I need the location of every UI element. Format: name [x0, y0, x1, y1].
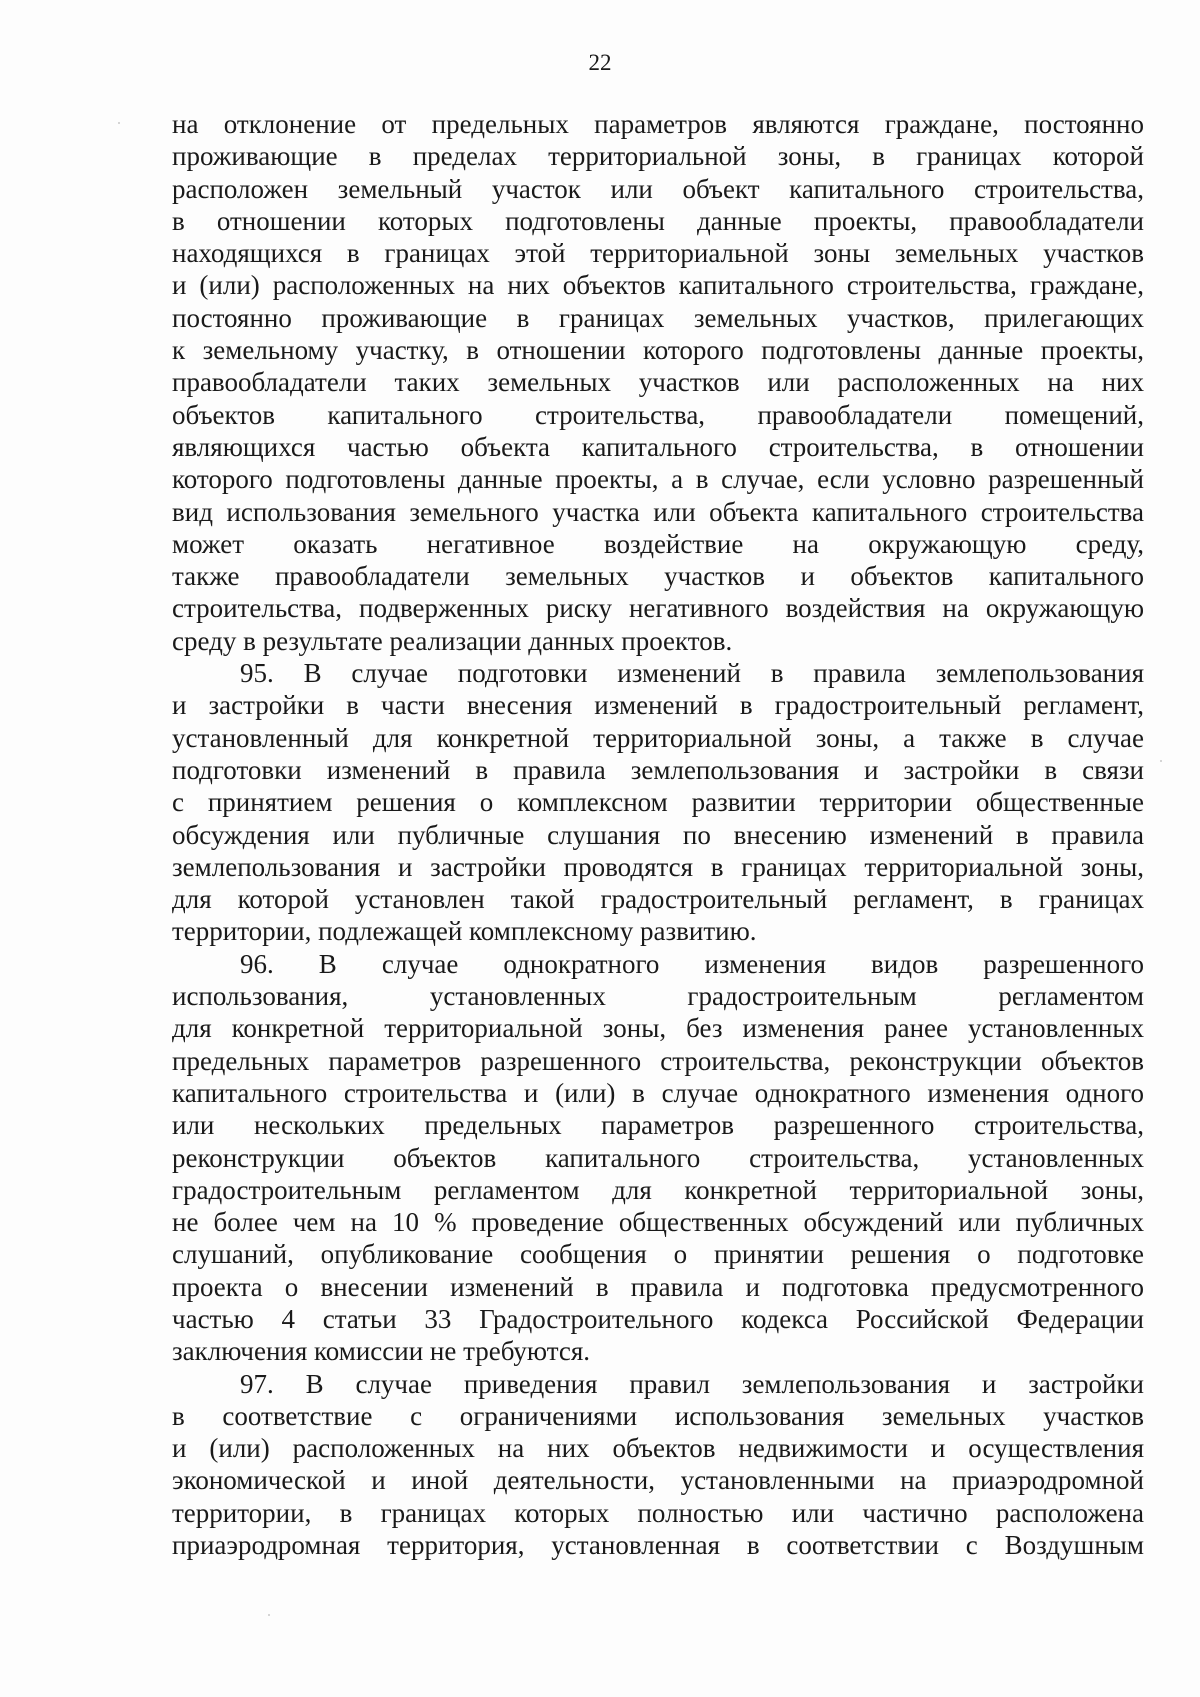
text-line: подготовки изменений в правила землепользования и застройки в связи	[172, 754, 1144, 785]
text-line: установленный для конкретной территориальной зоны, а также в случае	[172, 722, 1144, 753]
paragraph-continuation	[172, 108, 1144, 657]
text-line: в отношении которых подготовлены данные проекты, правообладатели	[172, 205, 1144, 236]
text-line: капитального строительства и (или) в случае однократного изменения одного	[172, 1077, 1144, 1108]
text-line: которого подготовлены данные проекты, а в случае, если условно разрешенный	[172, 464, 1144, 495]
paragraph-96	[172, 948, 1144, 1368]
text-line: являющихся частью объекта капитального строительства, в отношении	[172, 431, 1144, 462]
text-line: и (или) расположенных на них объектов капитального строительства, граждане,	[172, 270, 1144, 301]
text-line: землепользования и застройки проводятся в границах территориальной зоны,	[172, 851, 1144, 882]
text-line: и застройки в части внесения изменений в градостроительный регламент,	[172, 690, 1144, 721]
text-line: слушаний, опубликование сообщения о принятии решения о подготовке	[172, 1239, 1144, 1270]
text-line: также правообладатели земельных участков и объектов капитального	[172, 561, 1144, 592]
page-number: 22	[588, 50, 612, 75]
text-line: не более чем на 10 % проведение общественных обсуждений или публичных	[172, 1207, 1144, 1238]
text-line: заключения комиссии не требуются.	[172, 1336, 590, 1367]
text-line: среду в результате реализации данных проектов.	[172, 625, 733, 656]
text-line: 95. В случае подготовки изменений в правила землепользования	[240, 658, 1144, 689]
text-line: экономической и иной деятельности, установленными на приаэродромной	[172, 1465, 1144, 1496]
text-line: постоянно проживающие в границах земельных участков, прилегающих	[172, 302, 1144, 333]
text-line: и (или) расположенных на них объектов недвижимости и осуществления	[172, 1433, 1144, 1464]
text-line: объектов капитального строительства, правообладатели помещений,	[172, 399, 1144, 430]
text-line: с принятием решения о комплексном развитии территории общественные	[172, 787, 1144, 818]
scan-speck	[1160, 760, 1162, 762]
paragraph-95	[172, 657, 1144, 948]
text-line: строительства, подверженных риску негативного воздействия на окружающую	[172, 593, 1144, 624]
text-line: для конкретной территориальной зоны, без изменения ранее установленных	[172, 1013, 1144, 1044]
text-line: 96. В случае однократного изменения видов разрешенного	[240, 948, 1144, 979]
text-line: реконструкции объектов капитального строительства, установленных	[172, 1142, 1144, 1173]
paragraph-97	[172, 1368, 1144, 1562]
text-line: обсуждения или публичные слушания по внесению изменений в правила	[172, 819, 1144, 850]
text-line: для которой установлен такой градостроительный регламент, в границах	[172, 884, 1144, 915]
text-line: проекта о внесении изменений в правила и подготовка предусмотренного	[172, 1271, 1144, 1302]
text-line: может оказать негативное воздействие на окружающую среду,	[172, 528, 1144, 559]
text-line: в соответствие с ограничениями использования земельных участков	[172, 1400, 1144, 1431]
text-line: проживающие в пределах территориальной зоны, в границах которой	[172, 141, 1144, 172]
text-line: находящихся в границах этой территориальной зоны земельных участков	[172, 238, 1144, 269]
text-line: территории, подлежащей комплексному развитию.	[172, 916, 757, 947]
text-line: или нескольких предельных параметров разрешенного строительства,	[172, 1110, 1144, 1141]
text-line: предельных параметров разрешенного строительства, реконструкции объектов	[172, 1045, 1144, 1076]
text-line: градостроительным регламентом для конкретной территориальной зоны,	[172, 1174, 1144, 1205]
text-line: частью 4 статьи 33 Градостроительного кодекса Российской Федерации	[172, 1303, 1144, 1334]
document-body	[172, 108, 1144, 1561]
text-line: 97. В случае приведения правил землепользования и застройки	[240, 1368, 1144, 1399]
text-line: на отклонение от предельных параметров являются граждане, постоянно	[172, 109, 1144, 139]
scan-speck	[268, 1614, 270, 1616]
text-line: правообладатели таких земельных участков или расположенных на них	[172, 367, 1144, 398]
scan-speck	[118, 122, 120, 124]
text-line: территории, в границах которых полностью или частично расположена	[172, 1497, 1144, 1528]
text-line: расположен земельный участок или объект капитального строительства,	[172, 173, 1144, 204]
text-line: использования, установленных градостроительным регламентом	[172, 981, 1144, 1012]
text-line: вид использования земельного участка или объекта капитального строительства	[172, 496, 1144, 527]
text-line: к земельному участку, в отношении которого подготовлены данные проекты,	[172, 335, 1144, 366]
text-line: приаэродромная территория, установленная в соответствии с Воздушным	[172, 1530, 1144, 1561]
